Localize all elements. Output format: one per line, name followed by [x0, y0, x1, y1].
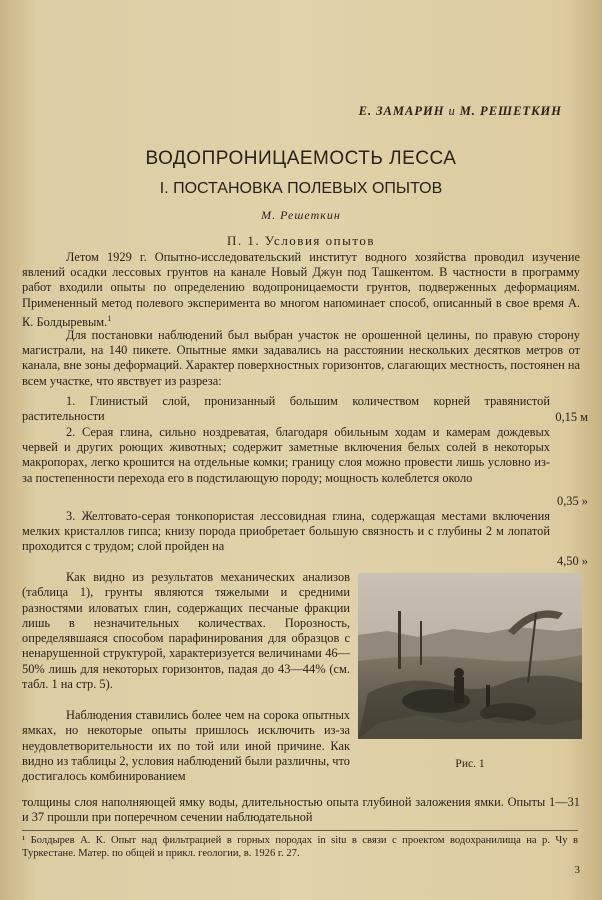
section-title: I. ПОСТАНОВКА ПОЛЕВЫХ ОПЫТОВ	[159, 180, 443, 197]
intro-paragraph	[22, 250, 580, 330]
layer-3-text: 3. Желтовато-серая тонкопористая лессовидная глина, содержащая местами включения мелких кристаллов гипса; книзу порода приобретает большую связность и с глубины 2 м лопатой проходится с трудом; слой пройден на	[22, 509, 550, 554]
intro-text: Летом 1929 г. Опытно-исследовательский институт водного хозяйства проводил изучение явлений осадки лессовых грунтов на канале Новый Джун под Ташкентом. В частности в программу работ входили опыты по определению водопроницаемости грунтов, подверженных деформациям. Примененный метод полевого эксперимента во многом напоминает способ, описанный в свое время А. К. Болдыревым.	[22, 250, 580, 329]
field-photograph-image	[358, 573, 582, 739]
field-photograph	[358, 573, 582, 739]
footnote-rule	[22, 830, 578, 831]
site-paragraph: Для постановки наблюдений был выбран участок не орошенной целины, по правую сторону магистрали, на 140 пикете. Опытные ямки задавались на расстоянии нескольких десятков метров от канала, вне зоны деформаций. Характер поверхностных горизонтов, слагающих местность, постоянен на всем участке, что явствует из разреза:	[22, 328, 580, 388]
author-zamarin: Е. ЗАМАРИН	[358, 104, 445, 118]
article-title: ВОДОПРОНИЦАЕМОСТЬ ЛЕССА	[145, 148, 457, 169]
author-reshetkin: М. РЕШЕТКИН	[459, 104, 562, 118]
author-conjunction: и	[448, 104, 456, 118]
observations-continuation: толщины слоя наполняющей ямку воды, длительностью опыта глубиной заложения ямки. Опыты 1—31 и 37 прошли при поперечном сечении наблюдательной	[22, 795, 580, 825]
layer-2-value: 0,35 »	[557, 494, 588, 508]
section-byline: М. Решеткин	[261, 208, 341, 222]
figure-caption: Рис. 1	[455, 758, 485, 770]
footnote-ref: 1	[107, 313, 112, 323]
layer-3-value: 4,50 »	[557, 554, 588, 568]
layer-1-value: 0,15 м	[555, 410, 588, 424]
analysis-paragraph: Как видно из результатов механических анализов (таблица 1), грунты являются тяжелыми и средними разностями иловатых глин, содержащих песчаные фракции лишь в незначительных количествах. Порозность, определявшаяся способом парафинирования для образцов с ненарушенной структурой, характеризуется величинами 46—50% лишь для некоторых горизонтов, падая до 43—44% (см. табл. 1 на стр. 5).	[22, 570, 350, 692]
layer-1-text: 1. Глинистый слой, пронизанный большим количеством корней травянистой растительности	[22, 394, 550, 424]
paragraph-heading: П. 1. Условия опытов	[227, 233, 375, 248]
page-number: 3	[574, 864, 580, 876]
layer-2-text: 2. Серая глина, сильно ноздреватая, благодаря обильным ходам и камерам дождевых червей и других роющих животных; содержит заметные включения белых солей в некоторых макропорах, легко крошится на отдельные комки; границу слоя можно провести лишь условно из-за постепенности перехода его в подстилающую породу; мощность колеблется около	[22, 425, 550, 485]
authors-header	[359, 104, 562, 119]
observations-paragraph: Наблюдения ставились более чем на сорока опытных ямках, но некоторые опыты пришлось исключить из-за неудовлетворительности их по той или иной причине. Как видно из таблицы 2, условия наблюдений были различны, что достигалось комбинированием	[22, 708, 350, 784]
footnote: ¹ Болдырев А. К. Опыт над фильтрацией в горных породах in situ в связи с проектом водохранилища на р. Чу в Туркестане. Матер. по общей и прикл. геологии, в. 1926 г. 27.	[22, 835, 578, 859]
